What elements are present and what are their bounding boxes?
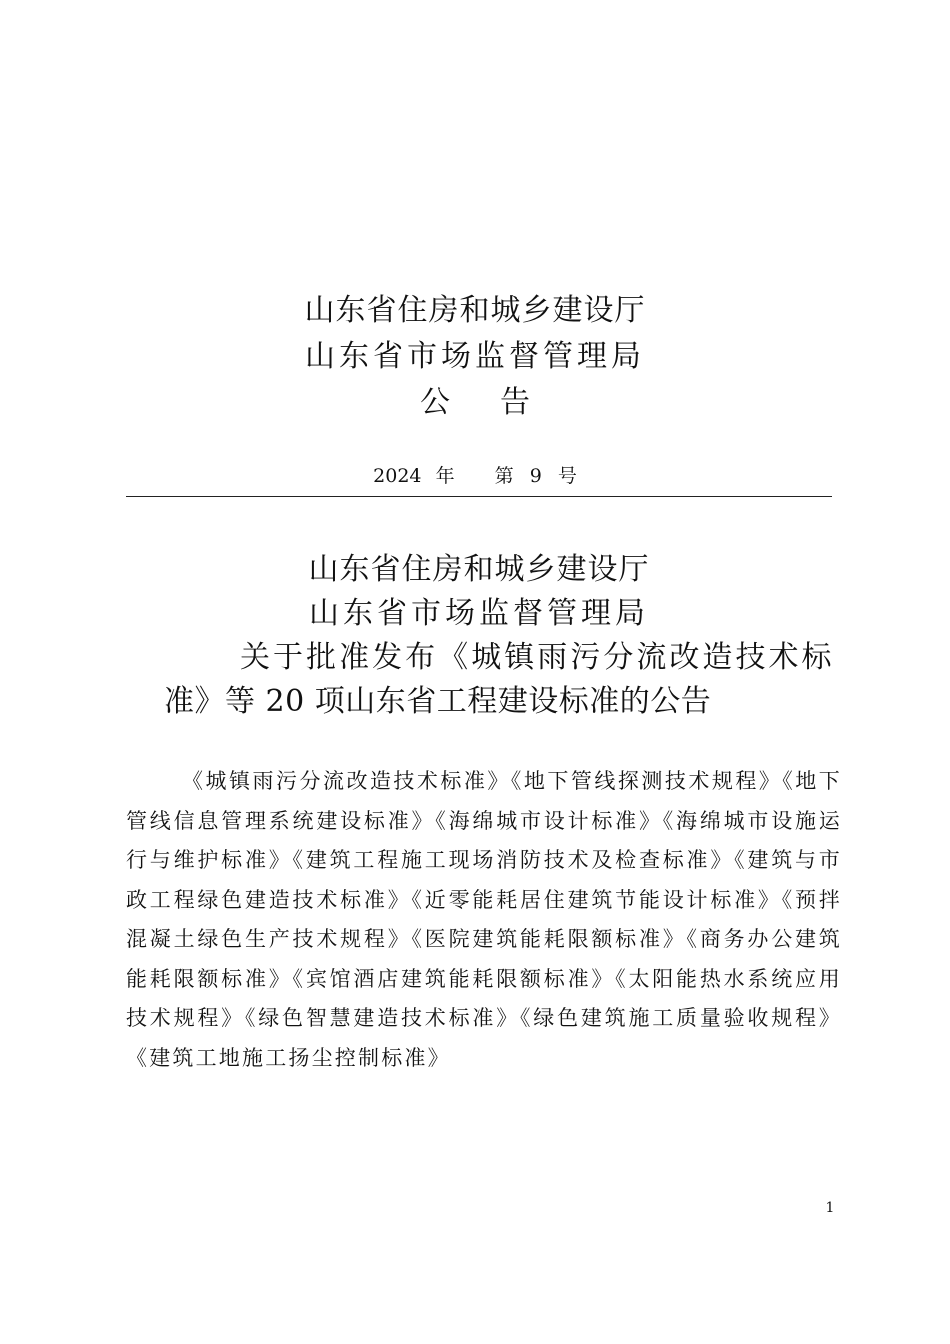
title-line-1: 山东省住房和城乡建设厅 xyxy=(308,552,650,587)
doc-ordinal-prefix: 第 xyxy=(494,465,514,487)
doc-number-value: 9 xyxy=(529,465,542,487)
document-number xyxy=(0,462,950,490)
header-divider xyxy=(126,496,832,497)
issuer-header xyxy=(0,288,950,426)
body-paragraph: 《城镇雨污分流改造技术标准》《地下管线探测技术规程》《地下管线信息管理系统建设标准》《海绵城市设计标准》《海绵城市设施运行与维护标准》《建筑工程施工现场消防技术及检查标准》《建筑与市政工程绿色建造技术标准》《近零能耗居住建筑节能设计标准》《预拌混凝土绿色生产技术规程》《医院建筑能耗限额标准》《商务办公建筑能耗限额标准》《宾馆酒店建筑能耗限额标准》《太阳能热水系统应用技术规程》《绿色智慧建造技术标准》《绿色建筑施工质量验收规程》《建筑工地施工扬尘控制标准》 xyxy=(126,769,842,1070)
doc-number-unit: 号 xyxy=(557,465,577,487)
notice-word: 公告 xyxy=(420,385,580,420)
issuer-line-1: 山东省住房和城乡建设厅 xyxy=(304,293,646,328)
title-subject: 关于批准发布《城镇雨污分流改造技术标准》等 20 项山东省工程建设标准的公告 xyxy=(164,640,832,719)
issuer-line-2: 山东省市场监督管理局 xyxy=(305,339,645,374)
announcement-title xyxy=(126,548,832,724)
title-line-2: 山东省市场监督管理局 xyxy=(309,596,649,631)
doc-year-unit: 年 xyxy=(435,465,455,487)
page-number: 1 xyxy=(825,1200,835,1216)
doc-year: 2024 xyxy=(373,465,422,487)
